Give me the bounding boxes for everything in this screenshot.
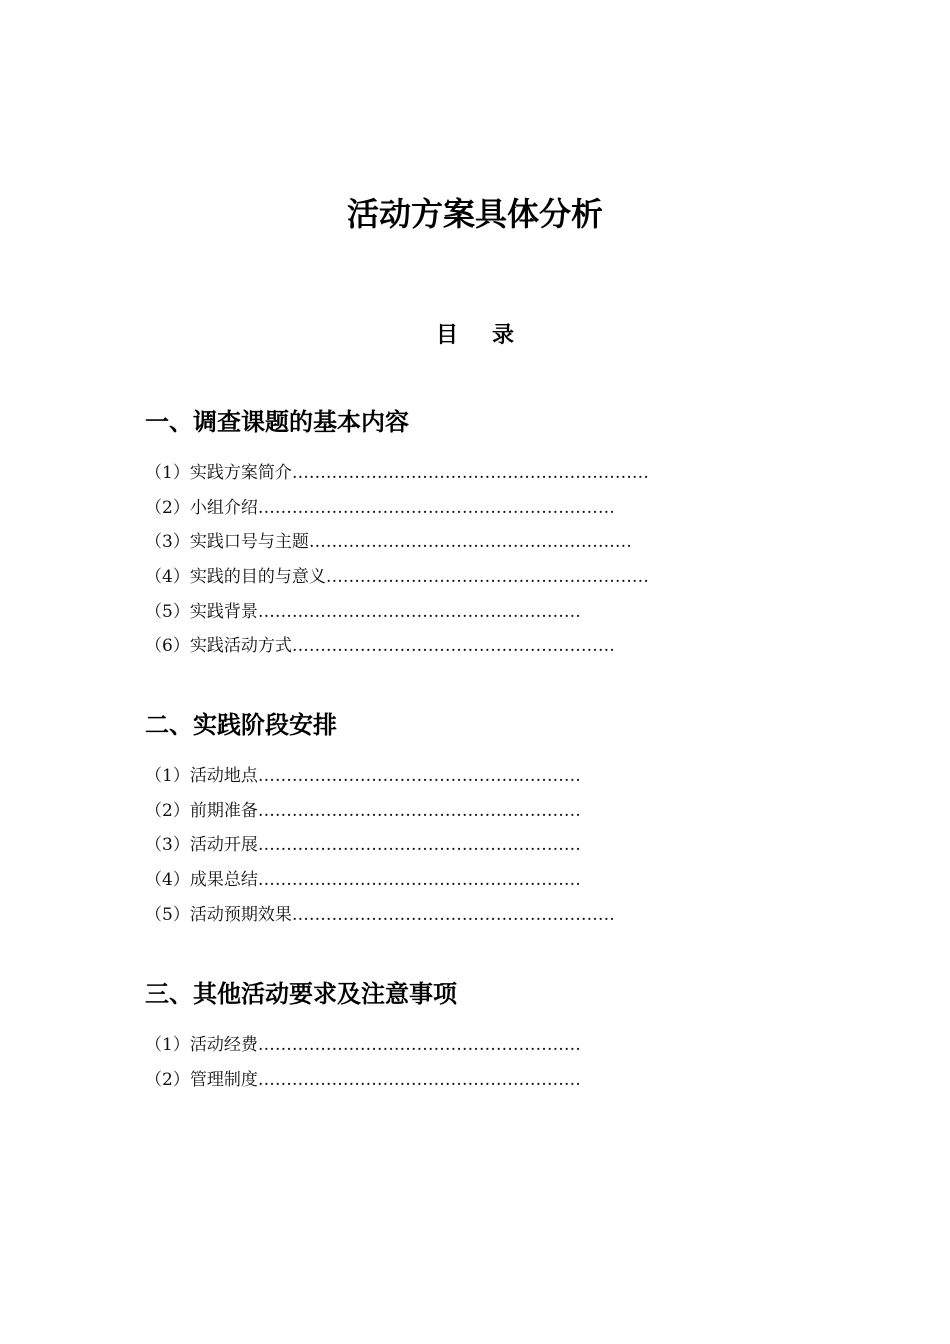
toc-section-2 <box>145 707 765 932</box>
toc-list <box>145 456 765 664</box>
section-heading: 三、其他活动要求及注意事项 <box>145 980 457 1008</box>
toc-entry-number: （4） <box>145 870 190 891</box>
toc-list <box>145 759 765 932</box>
toc-leader-dots: ………………………………………………… <box>257 766 581 786</box>
toc-entry-number: （2） <box>145 1069 190 1090</box>
toc-entry-number: （1） <box>145 1035 190 1055</box>
toc-entry-number: （1） <box>145 766 190 786</box>
page-title: 活动方案具体分析 <box>346 195 603 233</box>
toc-leader-dots: ……………………………………………………… <box>291 463 649 483</box>
toc-leader-dots: ………………………………………………… <box>291 904 615 925</box>
toc-entry[interactable] <box>145 794 765 829</box>
toc-entry-label: 活动经费 <box>189 1035 258 1055</box>
toc-leader-dots: ………………………………………………… <box>257 601 581 622</box>
toc-entry-label: 实践方案简介 <box>189 463 292 483</box>
toc-entry[interactable] <box>145 828 765 863</box>
toc-entry[interactable] <box>145 456 765 491</box>
toc-entry-number: （5） <box>145 601 190 622</box>
toc-entry[interactable] <box>145 1028 765 1063</box>
toc-entry-label: 小组介绍 <box>189 497 258 518</box>
toc-entry-label: 成果总结 <box>189 870 258 891</box>
toc-entry[interactable] <box>145 525 765 560</box>
toc-entry-label: 活动开展 <box>189 835 258 856</box>
toc-entry-label: 实践活动方式 <box>189 636 292 657</box>
toc-leader-dots: ………………………………………………… <box>257 1035 581 1055</box>
toc-entry-number: （1） <box>145 463 190 483</box>
toc-section-3 <box>145 976 765 1097</box>
toc-entry-number: （4） <box>145 567 190 588</box>
toc-entry-number: （2） <box>145 497 190 518</box>
toc-entry-label: 活动预期效果 <box>189 904 292 925</box>
toc-entry[interactable] <box>145 759 765 794</box>
toc-leader-dots: ………………………………………………… <box>291 636 615 657</box>
toc-leader-dots: ……………………………………………………… <box>257 497 615 518</box>
toc-entry-number: （2） <box>145 800 190 821</box>
toc-entry[interactable] <box>145 898 765 933</box>
toc-entry-label: 实践的目的与意义 <box>189 567 326 588</box>
toc-heading: 目录 <box>435 323 548 348</box>
toc-leader-dots: ………………………………………………… <box>257 870 581 891</box>
toc-entry[interactable] <box>145 491 765 526</box>
toc-leader-dots: ………………………………………………… <box>257 800 581 821</box>
toc-entry-number: （3） <box>145 835 190 856</box>
toc-entry[interactable] <box>145 560 765 595</box>
toc-entry-label: 实践口号与主题 <box>189 532 309 553</box>
section-heading: 二、实践阶段安排 <box>145 711 337 739</box>
toc-leader-dots: ………………………………………………… <box>325 567 649 588</box>
section-heading: 一、调查课题的基本内容 <box>145 408 409 436</box>
toc-list <box>145 1028 765 1097</box>
toc-entry-number: （6） <box>145 636 190 657</box>
toc-entry-label: 活动地点 <box>189 766 258 786</box>
toc-leader-dots: ………………………………………………… <box>308 532 632 553</box>
toc-entry-number: （3） <box>145 532 190 553</box>
toc-leader-dots: ………………………………………………… <box>257 1069 581 1090</box>
toc-leader-dots: ………………………………………………… <box>257 835 581 856</box>
toc-entry[interactable] <box>145 863 765 898</box>
toc-entry-label: 前期准备 <box>189 800 258 821</box>
toc-entry-label: 实践背景 <box>189 601 258 622</box>
toc-entry[interactable] <box>145 595 765 630</box>
toc-entry[interactable] <box>145 1063 765 1098</box>
toc-entry-label: 管理制度 <box>189 1069 258 1090</box>
toc-entry[interactable] <box>145 629 765 664</box>
toc-section-1 <box>145 404 765 664</box>
toc-entry-number: （5） <box>145 904 190 925</box>
